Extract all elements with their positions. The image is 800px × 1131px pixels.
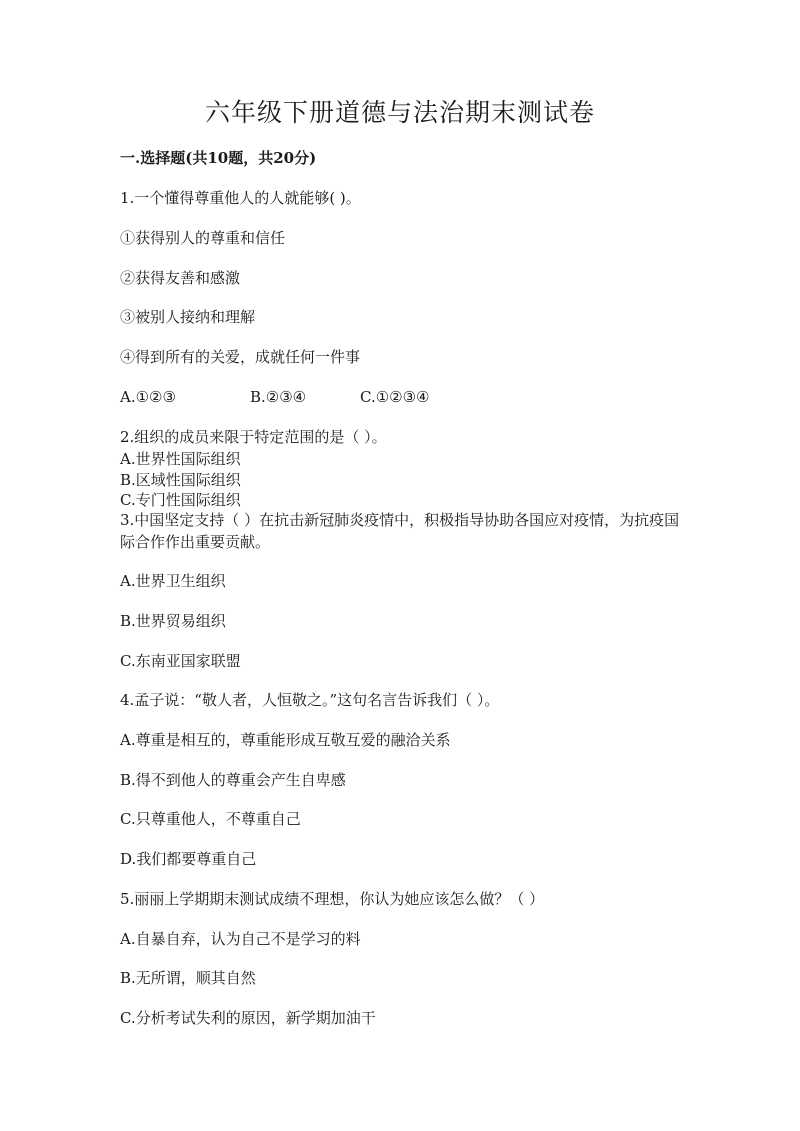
question-3-option-c: C.东南亚国家联盟 <box>120 652 241 670</box>
question-4-stem: 4.孟子说：“敬人者，人恒敬之。”这句名言告诉我们（ ）。 <box>120 691 500 709</box>
question-3-option-a: A.世界卫生组织 <box>120 572 226 590</box>
question-4-option-a: A.尊重是相互的，尊重能形成互敬互爱的融洽关系 <box>120 731 451 749</box>
question-1-options <box>120 386 430 408</box>
question-1-item-1: ①获得别人的尊重和信任 <box>120 229 286 247</box>
question-5-option-b: B.无所谓，顺其自然 <box>120 969 256 987</box>
question-4-option-c: C.只尊重他人，不尊重自己 <box>120 810 301 828</box>
question-5-option-c: C.分析考试失利的原因，新学期加油干 <box>120 1009 376 1027</box>
question-1-option-b: B.②③④ <box>250 388 307 406</box>
question-4-option-d: D.我们都要尊重自己 <box>120 850 257 868</box>
question-5-option-a: A.自暴自弃，认为自己不是学习的料 <box>120 930 361 948</box>
question-2-option-a: A.世界性国际组织 <box>120 450 241 468</box>
question-2-option-b: B.区域性国际组织 <box>120 471 241 489</box>
question-2-stem: 2.组织的成员来限于特定范围的是（ ）。 <box>120 428 387 446</box>
question-4-option-b: B.得不到他人的尊重会产生自卑感 <box>120 771 346 789</box>
question-3-option-b: B.世界贸易组织 <box>120 612 226 630</box>
question-3-stem: 3.中国坚定支持（ ）在抗击新冠肺炎疫情中，积极指导协助各国应对疫情，为抗疫国际合作作出重要贡献。 <box>120 511 680 551</box>
question-1-option-c: C.①②③④ <box>360 388 430 406</box>
exam-title: 六年级下册道德与法治期末测试卷 <box>204 98 595 127</box>
question-1-option-a: A.①②③ <box>120 388 176 406</box>
question-5-stem: 5.丽丽上学期期末测试成绩不理想，你认为她应该怎么做？（ ） <box>120 890 545 908</box>
question-1-item-2: ②获得友善和感激 <box>120 269 241 287</box>
question-1-stem: 1.一个懂得尊重他人的人就能够( )。 <box>120 189 361 207</box>
question-1-item-3: ③被别人接纳和理解 <box>120 308 256 326</box>
question-2-option-c: C.专门性国际组织 <box>120 491 241 509</box>
question-1-item-4: ④得到所有的关爱，成就任何一件事 <box>120 348 361 366</box>
section-heading-choice: 一.选择题(共10题，共20分) <box>120 149 317 167</box>
